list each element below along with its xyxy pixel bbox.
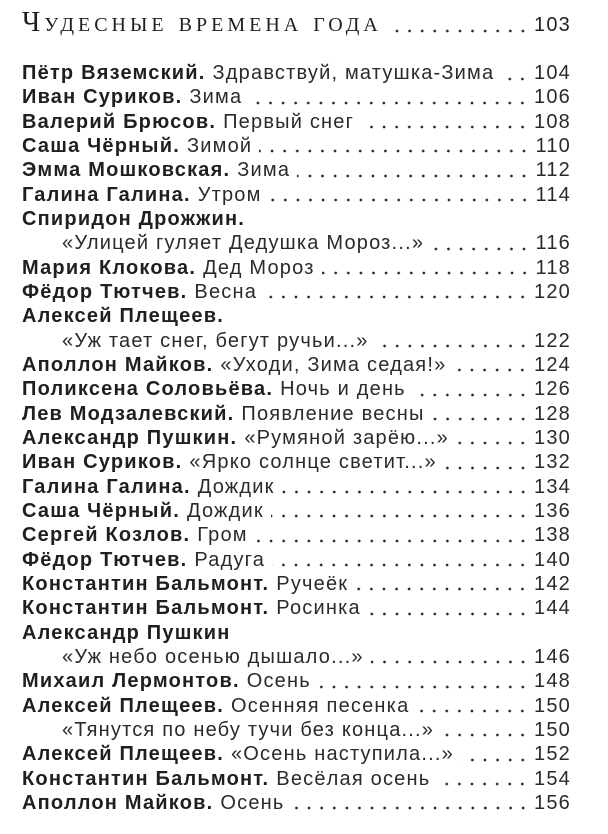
entry-page-number: 108 — [534, 110, 571, 133]
entry-page-number: 132 — [534, 451, 571, 474]
dot-leader — [269, 183, 531, 207]
toc-entry-row — [22, 499, 571, 523]
dot-leader — [461, 742, 529, 766]
entry-title: «Уходи, Зима седая!» — [220, 353, 447, 376]
dot-leader — [271, 499, 529, 523]
entry-title: Гром — [197, 524, 248, 547]
toc-entry-row — [22, 742, 571, 766]
dot-leader — [371, 645, 529, 669]
entry-author: Константин Бальмонт. — [22, 597, 270, 620]
entry-page-number: 128 — [534, 402, 571, 425]
toc-entry-row — [22, 231, 571, 255]
dot-leader — [322, 256, 531, 280]
toc-entry-row — [22, 596, 571, 620]
entry-page-number: 150 — [534, 718, 571, 741]
entry-title: «Улицей гуляет Дедушка Мороз...» — [62, 232, 425, 255]
entry-title: Здравствуй, матушка-Зима — [212, 62, 495, 84]
entry-title: Росинка — [276, 597, 361, 620]
toc-entry-row — [22, 85, 571, 109]
entry-author: Пётр Вяземский. — [22, 62, 206, 84]
toc-entry-row — [22, 353, 571, 377]
entry-page-number: 136 — [534, 499, 571, 522]
entry-author: Фёдор Тютчев. — [22, 548, 188, 571]
toc-entry-row — [22, 256, 571, 280]
entry-title: «Уж тает снег, бегут ручьи...» — [62, 329, 369, 352]
entry-title: «Ярко солнце светит...» — [189, 451, 437, 474]
entry-title: Осень — [220, 791, 285, 814]
dot-leader — [272, 548, 529, 572]
entry-page-number: 118 — [535, 256, 571, 279]
entry-author: Константин Бальмонт. — [22, 767, 270, 790]
entry-author: Сергей Козлов. — [22, 524, 191, 547]
entry-author: Аполлон Майков. — [22, 791, 214, 814]
toc-entry-author-row — [22, 207, 571, 231]
entry-author: Алексей Плещеев. — [22, 694, 224, 717]
entry-title: Осенняя песенка — [230, 694, 410, 717]
toc-entry-row — [22, 718, 571, 742]
entry-author: Алексей Плещеев. — [22, 743, 224, 766]
entry-title: «Уж небо осенью дышало...» — [62, 645, 364, 668]
toc-entry-row — [22, 183, 571, 207]
toc-entry-row — [22, 669, 571, 693]
entry-title: «Осень наступила...» — [230, 743, 454, 766]
entry-author: Мария Клокова. — [22, 256, 197, 279]
dot-leader — [292, 791, 529, 815]
toc-entry-row — [22, 280, 571, 304]
entry-author: Иван Суриков. — [22, 451, 183, 474]
entry-page-number: 148 — [534, 670, 571, 693]
entry-author: Иван Суриков. — [22, 86, 183, 109]
entry-title: Дождик — [186, 499, 264, 522]
entry-author: Саша Чёрный. — [22, 134, 180, 157]
toc-entry-row — [22, 523, 571, 547]
entry-title: «Тянутся по небу тучи без конца...» — [62, 718, 435, 741]
entry-page-number: 114 — [535, 183, 571, 206]
toc-entry-row — [22, 694, 571, 718]
entry-author: Фёдор Тютчев. — [22, 280, 188, 303]
entry-title: Утром — [197, 183, 262, 206]
entry-author: Александр Пушкин — [22, 621, 231, 644]
entry-author: Александр Пушкин. — [22, 426, 238, 449]
dot-leader — [441, 718, 529, 742]
entry-title: Ночь и день — [280, 378, 406, 401]
dot-leader — [376, 329, 529, 353]
entry-page-number: 124 — [534, 353, 571, 376]
entry-title: Весна — [194, 280, 258, 303]
dot-leader — [416, 694, 529, 718]
toc-entry-row — [22, 645, 571, 669]
dot-leader — [259, 134, 530, 158]
entry-title: Дождик — [197, 475, 275, 498]
entry-author: Валерий Брюсов. — [22, 110, 217, 133]
entry-title: Осень — [246, 670, 311, 693]
toc-entry-row — [22, 110, 571, 134]
entry-page-number: 146 — [534, 645, 571, 668]
entry-author: Галина Галина. — [22, 475, 191, 498]
entry-page-number: 138 — [534, 524, 571, 547]
toc-entry-row — [22, 158, 571, 182]
toc-entry-row — [22, 548, 571, 572]
toc-entry-row — [22, 450, 571, 474]
toc-entry-row — [22, 61, 571, 85]
entry-title: Радуга — [194, 548, 266, 571]
entry-page-number: 126 — [534, 378, 571, 401]
entry-page-number: 130 — [534, 426, 571, 449]
entry-page-number: 150 — [534, 694, 571, 717]
entry-author: Саша Чёрный. — [22, 499, 180, 522]
entry-page-number: 104 — [534, 62, 571, 84]
toc-entry-row — [22, 377, 571, 401]
entry-author: Алексей Плещеев. — [22, 305, 224, 328]
dot-leader — [297, 158, 530, 182]
entry-author: Михаил Лермонтов. — [22, 670, 240, 693]
entry-title: Дед Мороз — [203, 256, 315, 279]
toc-entry-row — [22, 426, 571, 450]
entry-author: Галина Галина. — [22, 183, 191, 206]
entry-page-number: 112 — [535, 159, 571, 182]
dot-leader — [361, 110, 529, 134]
dot-leader — [444, 450, 529, 474]
toc-entry-row — [22, 329, 571, 353]
entry-title: Зима — [237, 159, 291, 182]
entry-title: Весёлая осень — [276, 767, 431, 790]
dot-leader — [431, 231, 530, 255]
entry-page-number: 116 — [535, 232, 571, 255]
entry-page-number: 110 — [535, 134, 571, 157]
section-page-number: 103 — [534, 14, 571, 36]
entry-page-number: 134 — [534, 475, 571, 498]
toc-entry-author-row — [22, 621, 571, 645]
entry-page-number: 120 — [534, 280, 571, 303]
toc-list — [22, 61, 571, 815]
dot-leader — [318, 669, 529, 693]
entry-page-number: 106 — [534, 86, 571, 109]
dot-leader — [249, 85, 529, 109]
section-title: Чудесные времена года — [22, 7, 382, 38]
entry-author: Аполлон Майков. — [22, 353, 214, 376]
entry-title: Появление весны — [241, 402, 425, 425]
dot-leader — [355, 572, 529, 596]
toc-entry-row — [22, 402, 571, 426]
dot-leader — [437, 767, 529, 791]
toc-entry-author-row — [22, 304, 571, 328]
toc-entry-row — [22, 791, 571, 815]
dot-leader — [282, 475, 529, 499]
entry-author: Спиридон Дрожжин. — [22, 207, 245, 230]
toc-entry-row — [22, 475, 571, 499]
entry-title: Ручеёк — [276, 572, 349, 595]
entry-page-number: 142 — [534, 572, 571, 595]
dot-leader — [368, 596, 529, 620]
dot-leader — [255, 523, 529, 547]
entry-title: «Румяной зарёю...» — [244, 426, 449, 449]
entry-author: Эмма Мошковская. — [22, 159, 231, 182]
toc-entry-row — [22, 767, 571, 791]
entry-author: Константин Бальмонт. — [22, 572, 270, 595]
dot-leader — [432, 402, 529, 426]
section-heading — [22, 7, 571, 41]
dot-leader — [501, 61, 529, 85]
toc-entry-row — [22, 134, 571, 158]
dot-leader — [453, 353, 529, 377]
entry-page-number: 154 — [534, 767, 571, 790]
toc-entry-row — [22, 572, 571, 596]
entry-title: Первый снег — [223, 110, 355, 133]
dot-leader — [413, 377, 529, 401]
entry-page-number: 140 — [534, 548, 571, 571]
entry-author: Поликсена Соловьёва. — [22, 378, 274, 401]
entry-page-number: 122 — [534, 329, 571, 352]
entry-page-number: 152 — [534, 743, 571, 766]
entry-title: Зимой — [186, 134, 253, 157]
entry-page-number: 156 — [534, 791, 571, 814]
entry-author: Лев Модзалевский. — [22, 402, 235, 425]
entry-page-number: 144 — [534, 597, 571, 620]
dot-leader — [264, 280, 529, 304]
entry-title: Зима — [189, 86, 243, 109]
dot-leader — [386, 7, 529, 41]
dot-leader — [456, 426, 529, 450]
